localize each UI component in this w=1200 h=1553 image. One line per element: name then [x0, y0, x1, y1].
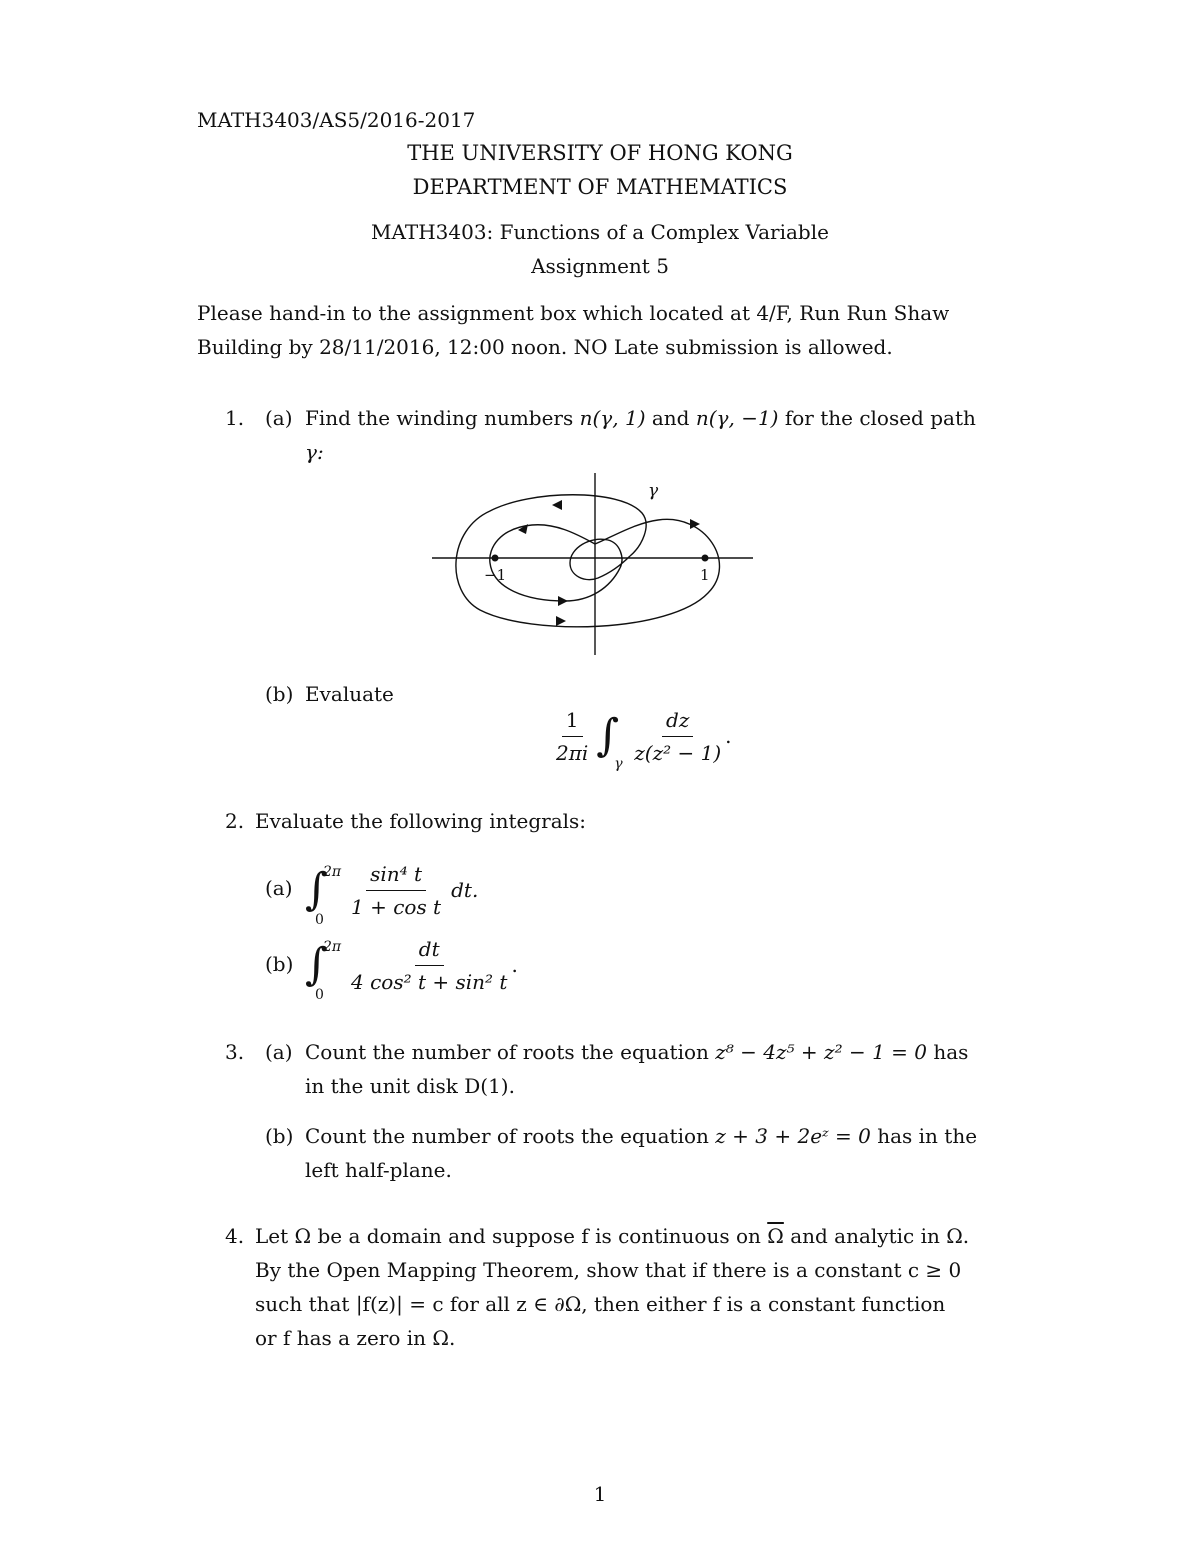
integral-sign: ∫ — [305, 864, 328, 915]
one-label: 1 — [700, 566, 710, 584]
point-one — [702, 555, 709, 562]
q2a-formula: ∫ 2π 0 $\frac{\text{sin⁴ t}}{\text{1 + cos t}}$ dt. — [305, 861, 479, 928]
minus-one-label: −1 — [484, 566, 507, 584]
arrow-top-left — [552, 500, 562, 510]
q1a-gamma-line: γ: — [305, 440, 324, 464]
q1a-label: (a) — [265, 406, 293, 430]
instructions-line-2: Building by 28/11/2016, 12:00 noon. NO Late submission is allowed. — [197, 335, 893, 359]
q3a-line-2: in the unit disk D(1). — [305, 1074, 515, 1098]
q4-line-1: Let Ω be a domain and suppose f is continuous on $\overline{\Omega}$ and analytic in Ω. — [255, 1224, 970, 1248]
q3b-label: (b) — [265, 1124, 294, 1148]
q3-number: 3. — [225, 1040, 245, 1064]
gamma-label: γ — [648, 481, 659, 501]
instructions-line-1: Please hand-in to the assignment box which located at 4/F, Run Run Shaw — [197, 301, 950, 325]
q1b-label: (b) — [265, 682, 294, 706]
q1b-coefficient: $\frac{1}{2\pi i}$ — [556, 707, 589, 765]
arrow-inner-left — [518, 524, 528, 534]
integral-sign: ∫ — [305, 939, 328, 990]
q3b-line-1: Count the number of roots the equation z + 3 + 2eᶻ = 0 has in the — [305, 1124, 978, 1148]
q2-number: 2. — [225, 809, 245, 833]
q4-line-3: such that |f(z)| = c for all z ∈ ∂Ω, then either f is a constant function — [255, 1292, 946, 1316]
inner-loop — [490, 525, 620, 601]
page-number: 1 — [593, 1482, 607, 1506]
course-code: MATH3403/AS5/2016-2017 — [197, 108, 476, 132]
q1-number: 1. — [225, 406, 245, 430]
q3b-line-2: left half-plane. — [305, 1158, 452, 1182]
q4-line-2: By the Open Mapping Theorem, show that if there is a constant c ≥ 0 — [255, 1258, 962, 1282]
assignment-title: Assignment 5 — [531, 254, 669, 278]
winding-path-figure — [420, 468, 765, 658]
course-title: MATH3403: Functions of a Complex Variable — [371, 220, 829, 244]
q2b-formula: ∫ 2π 0 $\frac{dt}{\text{4 cos² t + sin² t}}$ . — [305, 936, 518, 1003]
q2a-label: (a) — [265, 876, 293, 900]
q2-text: Evaluate the following integrals: — [255, 809, 587, 833]
q4-line-4: or f has a zero in Ω. — [255, 1326, 456, 1350]
point-minus-one — [492, 555, 499, 562]
integral-sign: ∫ — [596, 710, 620, 761]
arrow-inner-bottom — [558, 596, 568, 606]
q2b-integrand: $\frac{dt}{\text{4 cos² t + sin² t}}$ — [351, 936, 508, 994]
department-name: DEPARTMENT OF MATHEMATICS — [412, 175, 788, 199]
q2b-label: (b) — [265, 952, 294, 976]
q3a-line-1: Count the number of roots the equation z⁸ − 4z⁵ + z² − 1 = 0 has — [305, 1040, 969, 1064]
small-loop — [570, 539, 630, 579]
arrow-outer-bottom — [556, 616, 566, 626]
q1b-integrand: $\frac{dz}{\text{z(z² − 1)}}$ — [634, 707, 722, 765]
university-name: THE UNIVERSITY OF HONG KONG — [407, 141, 793, 165]
q1b-text: Evaluate — [305, 682, 394, 706]
q2a-integrand: $\frac{\text{sin⁴ t}}{\text{1 + cos t}}$ — [351, 861, 442, 919]
q3a-label: (a) — [265, 1040, 293, 1064]
q1a-text: Find the winding numbers n(γ, 1) and n(γ, −1) for the closed path — [305, 406, 976, 430]
q4-number: 4. — [225, 1224, 245, 1248]
q1b-formula: $\frac{1}{2\pi i}$ ∫ γ $\frac{dz}{\text{z(z² − 1)}}$ . — [552, 704, 732, 768]
